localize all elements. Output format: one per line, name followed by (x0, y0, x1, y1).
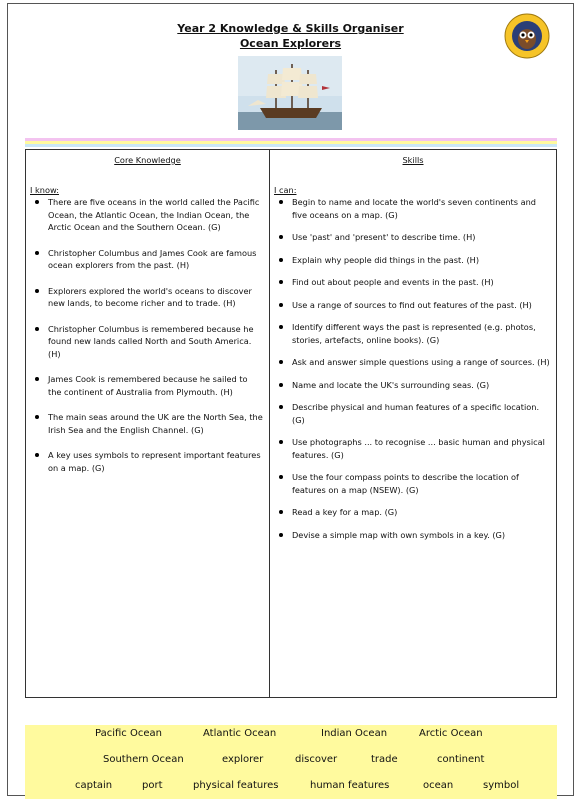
skill-item: Ask and answer simple questions using a range of sources. (H) (270, 356, 556, 369)
skill-item: Use a range of sources to find out features of the past. (H) (270, 299, 556, 312)
knowledge-item: Explorers explored the world's oceans to discover new lands, to become richer and to trade. (H) (26, 285, 269, 310)
vocab-word: Indian Ocean (321, 728, 388, 739)
vocab-word: continent (437, 754, 485, 765)
vocab-word: trade (371, 754, 398, 765)
skill-item: Read a key for a map. (G) (270, 506, 556, 519)
page-title: Year 2 Knowledge & Skills Organiser (177, 22, 404, 35)
vocab-word: captain (75, 780, 113, 791)
skill-item: Name and locate the UK's surrounding seas. (G) (270, 379, 556, 392)
vocabulary-box (25, 725, 557, 799)
skill-item: Use 'past' and 'present' to describe time. (H) (270, 231, 556, 244)
core-knowledge-list (26, 196, 269, 474)
skill-item: Identify different ways the past is represented (e.g. photos, stories, artefacts, online books). (G) (270, 321, 556, 346)
vocab-word: physical features (193, 780, 279, 791)
vocab-word: explorer (222, 754, 264, 765)
vocab-word: port (142, 780, 163, 791)
knowledge-item: Christopher Columbus and James Cook are famous ocean explorers from the past. (H) (26, 247, 269, 272)
core-knowledge-column (26, 150, 269, 697)
skill-item: Use the four compass points to describe the location of features on a map (NSEW). (G) (270, 471, 556, 496)
vocab-word: human features (310, 780, 390, 791)
skills-column (269, 150, 556, 697)
vocab-word: discover (295, 754, 338, 765)
skill-item: Explain why people did things in the past. (H) (270, 254, 556, 267)
skill-item: Begin to name and locate the world's seven continents and five oceans on a map. (G) (270, 196, 556, 221)
skill-item: Describe physical and human features of a specific location. (G) (270, 401, 556, 426)
vocab-word: Southern Ocean (103, 754, 184, 765)
vocab-word: symbol (483, 780, 520, 791)
vocab-word: Atlantic Ocean (203, 728, 277, 739)
vocab-word: Arctic Ocean (419, 728, 483, 739)
skills-list (270, 196, 556, 541)
skill-item: Use photographs ... to recognise ... basic human and physical features. (G) (270, 436, 556, 461)
knowledge-item: The main seas around the UK are the North Sea, the Irish Sea and the English Channel. (G) (26, 411, 269, 436)
school-owl-logo (504, 13, 550, 59)
stripe-blue (25, 144, 557, 147)
header-stripes (25, 138, 557, 147)
page-subtitle: Ocean Explorers (239, 37, 342, 50)
core-knowledge-intro: I know: (30, 184, 59, 195)
skill-item: Find out about people and events in the past. (H) (270, 276, 556, 289)
knowledge-item: There are five oceans in the world called the Pacific Ocean, the Atlantic Ocean, the Indian Ocean, the Arctic Ocean and the Southern Ocean. (G) (26, 196, 269, 234)
skill-item: Devise a simple map with own symbols in a key. (G) (270, 529, 556, 542)
skills-heading: Skills (402, 155, 424, 165)
vocab-word: Pacific Ocean (95, 728, 162, 739)
organiser-table (25, 149, 557, 698)
sailing-ship-image (238, 56, 342, 130)
knowledge-item: James Cook is remembered because he sailed to the continent of Australia from Plymouth. (H) (26, 373, 269, 398)
core-knowledge-heading: Core Knowledge (114, 155, 181, 165)
knowledge-item: Christopher Columbus is remembered because he found new lands called North and South America. (H) (26, 323, 269, 361)
knowledge-item: A key uses symbols to represent important features on a map. (G) (26, 449, 269, 474)
vocab-word: ocean (423, 780, 454, 791)
skills-intro: I can: (274, 184, 297, 195)
